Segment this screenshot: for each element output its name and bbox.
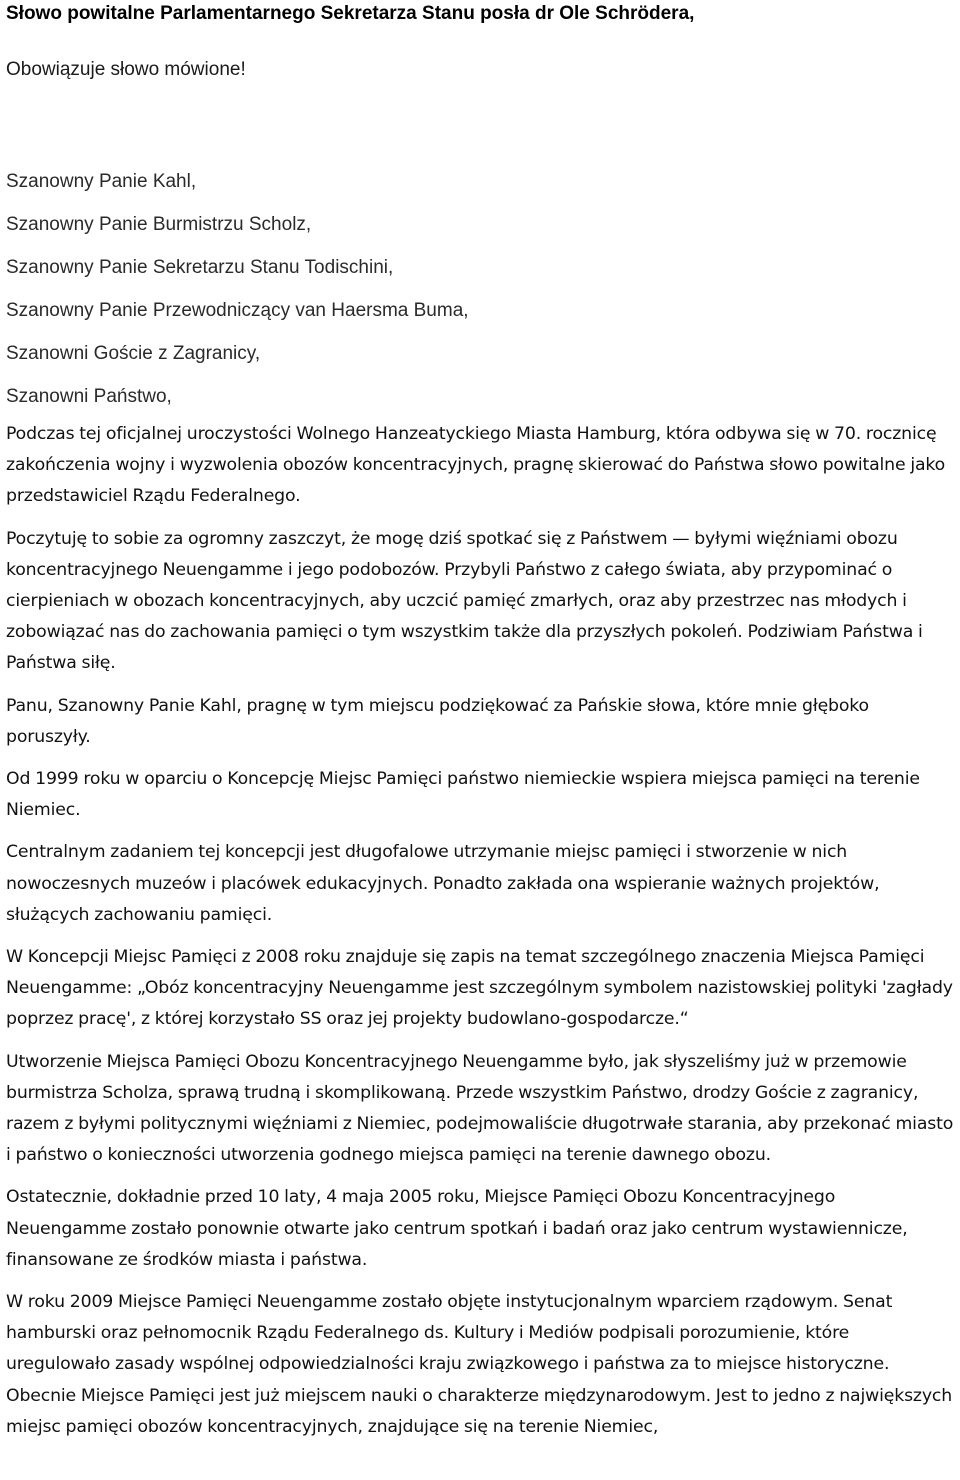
- body-paragraph: Poczytuję to sobie za ogromny zaszczyt, że mogę dziś spotkać się z Państwem — byłymi więźniami obozu koncentracyjnego Neuengamme i jego podobozów. Przybyli Państwo z całego świata, aby przypominać o cierpieniach w obozach koncentracyjnych, aby uczcić pamięć zmarłych, oraz aby przestrzec nas młodych i zobowiązać nas do zachowania pamięci o tym wszystkim także dla przyszłych pokoleń. Podziwiam Państwa i Państwa siłę.: [6, 528, 923, 674]
- body-paragraph: Ostatecznie, dokładnie przed 10 laty, 4 maja 2005 roku, Miejsce Pamięci Obozu Koncentracyjnego Neuengamme zostało ponownie otwarte jako centrum spotkań i badań oraz jako centrum wystawiennicze, finansowane ze środków miasta i państwa.: [6, 1187, 908, 1270]
- body-paragraph: Centralnym zadaniem tej koncepcji jest długofalowe utrzymanie miejsc pamięci i stworzenie w nich nowoczesnych muzeów i placówek edukacyjnych. Ponadto zakłada ona wspieranie ważnych projektów, służących zachowaniu pamięci.: [6, 842, 880, 925]
- salutation-line: Szanowny Panie Burmistrzu Scholz,: [6, 214, 312, 235]
- salutation-line: Szanowny Panie Sekretarzu Stanu Todischini,: [6, 257, 394, 278]
- body-paragraph: Od 1999 roku w oparciu o Koncepcję Miejsc Pamięci państwo niemieckie wspiera miejsca pamięci na terenie Niemiec.: [6, 769, 920, 821]
- body-paragraph: Utworzenie Miejsca Pamięci Obozu Koncentracyjnego Neuengamme było, jak słyszeliśmy już w przemowie burmistrza Scholza, sprawą trudną i skomplikowaną. Przede wszystkim Państwo, drodzy Goście z zagranicy, razem z byłymi politycznymi więźniami z Niemiec, podejmowaliście długotrwałe starania, aby przekonać miasto i państwo o konieczności utworzenia godnego miejsca pamięci na terenie dawnego obozu.: [6, 1051, 954, 1166]
- document-title: Słowo powitalne Parlamentarnego Sekretarza Stanu posła dr Ole Schrödera,: [6, 3, 695, 24]
- body-paragraph: Panu, Szanowny Panie Kahl, pragnę w tym miejscu podziękować za Pańskie słowa, które mnie głęboko poruszyły.: [6, 695, 869, 747]
- speech-body: [6, 419, 954, 1443]
- body-paragraph: W roku 2009 Miejsce Pamięci Neuengamme zostało objęte instytucjonalnym wparciem rządowym. Senat hamburski oraz pełnomocnik Rządu Federalnego ds. Kultury i Mediów podpisali porozumienie, które uregulowało zasady wspólnej odpowiedzialności kraju związkowego i państwa za to miejsce historyczne. Obecnie Miejsce Pamięci jest już miejscem nauki o charakterze międzynarodowym. Jest to jedno z największych miejsc pamięci obozów koncentracyjnych, znajdujące się na terenie Niemiec,: [6, 1292, 953, 1437]
- salutation-line: Szanowny Panie Przewodniczący van Haersma Buma,: [6, 300, 469, 321]
- salutation-line: Szanowni Państwo,: [6, 386, 172, 407]
- body-paragraph: Podczas tej oficjalnej uroczystości Wolnego Hanzeatyckiego Miasta Hamburg, która odbywa się w 70. rocznicę zakończenia wojny i wyzwolenia obozów koncentracyjnych, pragnę skierować do Państwa słowo powitalne jako przedstawiciel Rządu Federalnego.: [6, 424, 946, 507]
- body-paragraph: W Koncepcji Miejsc Pamięci z 2008 roku znajduje się zapis na temat szczególnego znaczenia Miejsca Pamięci Neuengamme: „Obóz koncentracyjny Neuengamme jest szczególnym symbolem nazistowskiej polityki 'zagłady poprzez pracę', z której korzystało SS oraz jej projekty budowlano-gospodarcze.“: [6, 947, 953, 1030]
- document-page: [0, 2, 960, 1443]
- salutation-line: Szanowny Panie Kahl,: [6, 171, 197, 192]
- salutation-line: Szanowni Goście z Zagranicy,: [6, 343, 261, 364]
- spoken-word-notice: Obowiązuje słowo mówione!: [6, 59, 246, 80]
- salutation-list: [6, 160, 954, 418]
